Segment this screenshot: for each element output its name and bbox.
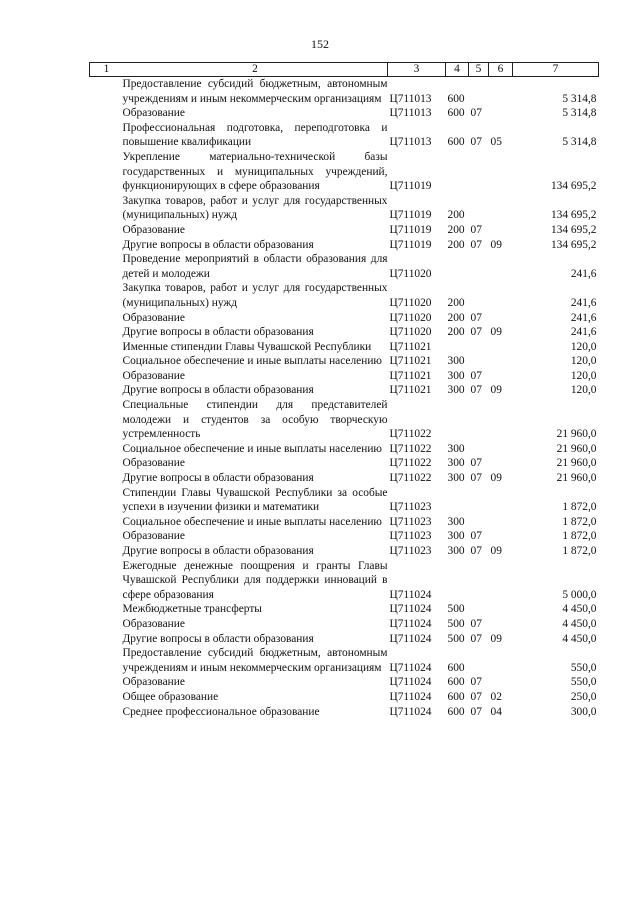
row-target-code: Ц711024 xyxy=(389,690,432,703)
row-amount: 4 450,0 xyxy=(562,632,597,645)
row-description: Общее образование xyxy=(122,690,219,703)
row-expense-type: 600 xyxy=(447,690,465,703)
table-row xyxy=(90,705,599,720)
table-row xyxy=(90,398,599,442)
table-row xyxy=(90,311,599,326)
row-expense-type: 600 xyxy=(447,705,465,718)
row-subsection xyxy=(489,529,513,544)
table-row xyxy=(90,383,599,398)
row-amount: 1 872,0 xyxy=(562,501,597,514)
row-section xyxy=(469,150,489,194)
row-expense-type: 300 xyxy=(447,442,465,455)
row-expense-type: 200 xyxy=(447,209,465,222)
row-subsection: 09 xyxy=(490,632,502,645)
row-target-code: Ц711022 xyxy=(389,428,432,441)
row-amount: 241,6 xyxy=(570,267,597,280)
row-amount: 300,0 xyxy=(570,705,597,718)
row-section xyxy=(469,559,489,603)
row-description: Предоставление субсидий бюджетным, автономным учреждениям и иным некоммерческим организациям xyxy=(122,78,388,105)
row-section xyxy=(469,354,489,369)
row-expense-type: 500 xyxy=(447,632,465,645)
row-description: Другие вопросы в области образования xyxy=(122,238,314,251)
row-amount: 5 314,8 xyxy=(562,136,597,149)
row-expense-type xyxy=(446,340,469,355)
row-expense-type: 600 xyxy=(447,107,465,120)
row-subsection xyxy=(489,311,513,326)
row-subsection: 09 xyxy=(490,472,502,485)
row-expense-type: 300 xyxy=(447,369,465,382)
row-amount: 120,0 xyxy=(570,340,597,353)
row-target-code: Ц711024 xyxy=(389,661,432,674)
row-description: Предоставление субсидий бюджетным, автономным учреждениям и иным некоммерческим организациям xyxy=(122,647,388,674)
row-expense-type xyxy=(446,559,469,603)
row-target-code: Ц711019 xyxy=(389,238,432,251)
row-section xyxy=(469,340,489,355)
row-target-code: Ц711020 xyxy=(389,311,432,324)
row-subsection xyxy=(489,369,513,384)
row-target-code: Ц711024 xyxy=(389,676,432,689)
row-amount: 550,0 xyxy=(570,676,597,689)
row-target-code: Ц711022 xyxy=(389,472,432,485)
row-description: Образование xyxy=(122,676,185,689)
table-row xyxy=(90,150,599,194)
row-section: 07 xyxy=(470,136,482,149)
row-section: 07 xyxy=(470,369,482,382)
table-row xyxy=(90,121,599,150)
header-col-4: 4 xyxy=(446,63,469,77)
row-expense-type: 600 xyxy=(447,676,465,689)
row-expense-type: 200 xyxy=(447,326,465,339)
row-expense-type: 500 xyxy=(447,603,465,616)
header-col-3: 3 xyxy=(388,63,446,77)
table-row xyxy=(90,354,599,369)
row-section xyxy=(469,281,489,310)
row-description: Образование xyxy=(122,457,185,470)
row-amount: 120,0 xyxy=(570,384,597,397)
table-row xyxy=(90,690,599,705)
row-description: Закупка товаров, работ и услуг для государственных (муниципальных) нужд xyxy=(122,194,388,222)
row-target-code: Ц711020 xyxy=(389,296,432,309)
row-expense-type: 500 xyxy=(447,617,465,630)
row-section: 07 xyxy=(470,472,482,485)
row-subsection xyxy=(489,675,513,690)
row-description: Среднее профессиональное образование xyxy=(122,705,320,718)
row-expense-type: 300 xyxy=(447,545,465,557)
table-row xyxy=(90,646,599,675)
row-amount: 5 314,8 xyxy=(562,107,597,120)
row-expense-type xyxy=(446,398,469,442)
table-row xyxy=(90,544,599,559)
row-amount: 21 960,0 xyxy=(556,457,597,470)
row-amount: 134 695,2 xyxy=(550,238,597,251)
row-description: Закупка товаров, работ и услуг для государственных (муниципальных) нужд xyxy=(122,282,388,309)
row-expense-type: 300 xyxy=(447,384,465,397)
row-subsection xyxy=(489,442,513,457)
row-expense-type: 300 xyxy=(447,472,465,485)
row-subsection xyxy=(489,281,513,310)
row-description: Образование xyxy=(122,107,185,120)
table-row xyxy=(90,486,599,515)
row-subsection xyxy=(489,354,513,369)
row-amount: 120,0 xyxy=(570,355,597,368)
row-section: 07 xyxy=(470,457,482,470)
row-section xyxy=(469,252,489,281)
row-amount: 1 872,0 xyxy=(562,515,597,528)
row-subsection xyxy=(489,602,513,617)
row-target-code: Ц711023 xyxy=(389,515,432,528)
row-expense-type xyxy=(446,252,469,281)
row-description: Социальное обеспечение и иные выплаты населению xyxy=(122,442,382,455)
row-section: 07 xyxy=(470,632,482,645)
row-target-code: Ц711013 xyxy=(389,92,432,105)
table-row xyxy=(90,471,599,486)
row-target-code: Ц711019 xyxy=(389,223,432,236)
table-row xyxy=(90,223,599,238)
table-row xyxy=(90,632,599,647)
row-expense-type xyxy=(446,150,469,194)
row-section: 07 xyxy=(470,223,482,236)
row-expense-type: 200 xyxy=(447,296,465,309)
row-subsection xyxy=(489,150,513,194)
row-section xyxy=(469,486,489,515)
row-section xyxy=(469,398,489,442)
row-target-code: Ц711024 xyxy=(389,588,432,601)
row-section xyxy=(469,646,489,675)
budget-table xyxy=(89,62,599,719)
row-amount: 4 450,0 xyxy=(562,617,597,630)
header-col-1: 1 2 xyxy=(90,63,388,77)
table-row xyxy=(90,369,599,384)
row-subsection: 09 xyxy=(490,238,502,251)
row-section: 07 xyxy=(470,705,482,718)
row-subsection xyxy=(489,456,513,471)
header-col-7: 7 xyxy=(513,63,599,77)
row-amount: 21 960,0 xyxy=(556,472,597,485)
row-target-code: Ц711024 xyxy=(389,603,432,616)
header-col-5: 5 xyxy=(469,63,489,77)
table-row xyxy=(90,238,599,253)
row-description: Другие вопросы в области образования xyxy=(122,632,314,645)
row-subsection xyxy=(489,340,513,355)
row-amount: 134 695,2 xyxy=(550,223,597,236)
row-target-code: Ц711021 xyxy=(389,355,432,368)
header-col-6: 6 xyxy=(489,63,513,77)
row-description: Межбюджетные трансферты xyxy=(122,603,262,616)
row-amount: 21 960,0 xyxy=(556,428,597,441)
header-col-2: 2 xyxy=(252,63,258,75)
table-row xyxy=(90,281,599,310)
row-target-code: Ц711013 xyxy=(389,136,432,149)
row-subsection: 09 xyxy=(490,326,502,339)
row-description: Ежегодные денежные поощрения и гранты Главы Чувашской Республики для поддержки инноваций в сфере образования xyxy=(122,559,388,601)
row-target-code: Ц711024 xyxy=(389,705,432,718)
table-row xyxy=(90,77,599,107)
row-subsection xyxy=(489,617,513,632)
row-expense-type: 300 xyxy=(447,515,465,528)
row-expense-type: 300 xyxy=(447,355,465,368)
table-row xyxy=(90,675,599,690)
row-expense-type: 600 xyxy=(447,92,465,105)
row-target-code: Ц711023 xyxy=(389,545,432,557)
row-section xyxy=(469,77,489,107)
row-section: 07 xyxy=(470,676,482,689)
row-subsection xyxy=(489,194,513,223)
row-description: Социальное обеспечение и иные выплаты населению xyxy=(122,515,382,528)
row-description: Образование xyxy=(122,369,185,382)
table-row xyxy=(90,602,599,617)
row-description: Стипендии Главы Чувашской Республики за особые успехи в изучении физики и математики xyxy=(122,486,388,514)
row-amount: 134 695,2 xyxy=(550,180,597,193)
row-description: Укрепление материально-технической базы государственных и муниципальных учреждений, функционирующих в сфере образования xyxy=(122,150,388,193)
row-expense-type: 300 xyxy=(447,530,465,543)
row-section: 07 xyxy=(470,311,482,324)
row-amount: 241,6 xyxy=(570,296,597,309)
table-row xyxy=(90,252,599,281)
row-description: Образование xyxy=(122,617,185,630)
table-body xyxy=(90,77,599,720)
row-description: Профессиональная подготовка, переподготовка и повышение квалификации xyxy=(122,121,388,149)
table-row xyxy=(90,340,599,355)
row-expense-type: 300 xyxy=(447,457,465,470)
table-row xyxy=(90,515,599,530)
row-target-code: Ц711021 xyxy=(389,369,432,382)
row-amount: 1 872,0 xyxy=(562,530,597,543)
row-description: Именные стипендии Главы Чувашской Республики xyxy=(122,340,372,353)
row-amount: 21 960,0 xyxy=(556,442,597,455)
row-description: Образование xyxy=(122,311,185,324)
row-description: Проведение мероприятий в области образования для детей и молодежи xyxy=(122,253,388,280)
row-expense-type xyxy=(446,486,469,515)
row-target-code: Ц711022 xyxy=(389,442,432,455)
row-subsection xyxy=(489,223,513,238)
row-target-code: Ц711020 xyxy=(389,267,432,280)
row-description: Образование xyxy=(122,530,185,543)
row-section: 07 xyxy=(470,690,482,703)
row-amount: 134 695,2 xyxy=(550,209,597,222)
row-target-code: Ц711021 xyxy=(389,384,432,397)
row-amount: 5 314,8 xyxy=(562,92,597,105)
row-target-code: Ц711023 xyxy=(389,501,432,514)
row-subsection xyxy=(489,77,513,107)
row-description: Другие вопросы в области образования xyxy=(122,472,314,485)
row-description: Другие вопросы в области образования xyxy=(122,545,314,557)
row-amount: 5 000,0 xyxy=(562,588,597,601)
row-section xyxy=(469,515,489,530)
row-section: 07 xyxy=(470,384,482,397)
table-row xyxy=(90,456,599,471)
row-target-code: Ц711023 xyxy=(389,530,432,543)
row-amount: 120,0 xyxy=(570,369,597,382)
row-amount: 250,0 xyxy=(570,690,597,703)
table-row xyxy=(90,325,599,340)
row-subsection: 09 xyxy=(490,545,502,557)
row-expense-type: 200 xyxy=(447,311,465,324)
row-target-code: Ц711019 xyxy=(389,180,432,193)
row-subsection xyxy=(489,559,513,603)
row-section xyxy=(469,194,489,223)
row-subsection xyxy=(489,106,513,121)
row-amount: 550,0 xyxy=(570,661,597,674)
row-section xyxy=(469,602,489,617)
row-amount: 1 872,0 xyxy=(562,545,597,557)
table-row xyxy=(90,194,599,223)
table-row xyxy=(90,559,599,603)
row-target-code: Ц711022 xyxy=(389,457,432,470)
row-amount: 4 450,0 xyxy=(562,603,597,616)
row-subsection: 05 xyxy=(490,136,502,149)
row-target-code: Ц711020 xyxy=(389,326,432,339)
row-subsection xyxy=(489,252,513,281)
table-row xyxy=(90,529,599,544)
table-row xyxy=(90,617,599,632)
row-section: 07 xyxy=(470,545,482,557)
row-section xyxy=(469,442,489,457)
row-subsection xyxy=(489,515,513,530)
row-subsection xyxy=(489,486,513,515)
row-amount: 241,6 xyxy=(570,326,597,339)
row-description: Другие вопросы в области образования xyxy=(122,384,314,397)
row-target-code: Ц711013 xyxy=(389,107,432,120)
row-expense-type: 200 xyxy=(447,238,465,251)
row-description: Специальные стипендии для представителей молодежи и студентов за особую творческую устремленность xyxy=(122,399,388,441)
row-expense-type: 200 xyxy=(447,223,465,236)
row-amount: 241,6 xyxy=(570,311,597,324)
row-subsection: 02 xyxy=(490,690,502,703)
row-target-code: Ц711019 xyxy=(389,209,432,222)
row-description: Другие вопросы в области образования xyxy=(122,326,314,339)
row-section: 07 xyxy=(470,326,482,339)
row-section: 07 xyxy=(470,530,482,543)
row-target-code: Ц711024 xyxy=(389,617,432,630)
row-section: 07 xyxy=(470,617,482,630)
row-section: 07 xyxy=(470,238,482,251)
row-subsection: 09 xyxy=(490,384,502,397)
row-subsection xyxy=(489,398,513,442)
table-row xyxy=(90,442,599,457)
row-description: Социальное обеспечение и иные выплаты населению xyxy=(122,355,382,368)
row-section: 07 xyxy=(470,107,482,120)
row-expense-type: 600 xyxy=(447,661,465,674)
row-subsection: 04 xyxy=(490,705,502,718)
page-number: 152 xyxy=(311,37,329,51)
row-target-code: Ц711021 xyxy=(389,340,432,353)
row-expense-type: 600 xyxy=(447,136,465,149)
row-subsection xyxy=(489,646,513,675)
row-target-code: Ц711024 xyxy=(389,632,432,645)
row-description: Образование xyxy=(122,223,185,236)
table-header xyxy=(90,63,599,77)
table-row xyxy=(90,106,599,121)
